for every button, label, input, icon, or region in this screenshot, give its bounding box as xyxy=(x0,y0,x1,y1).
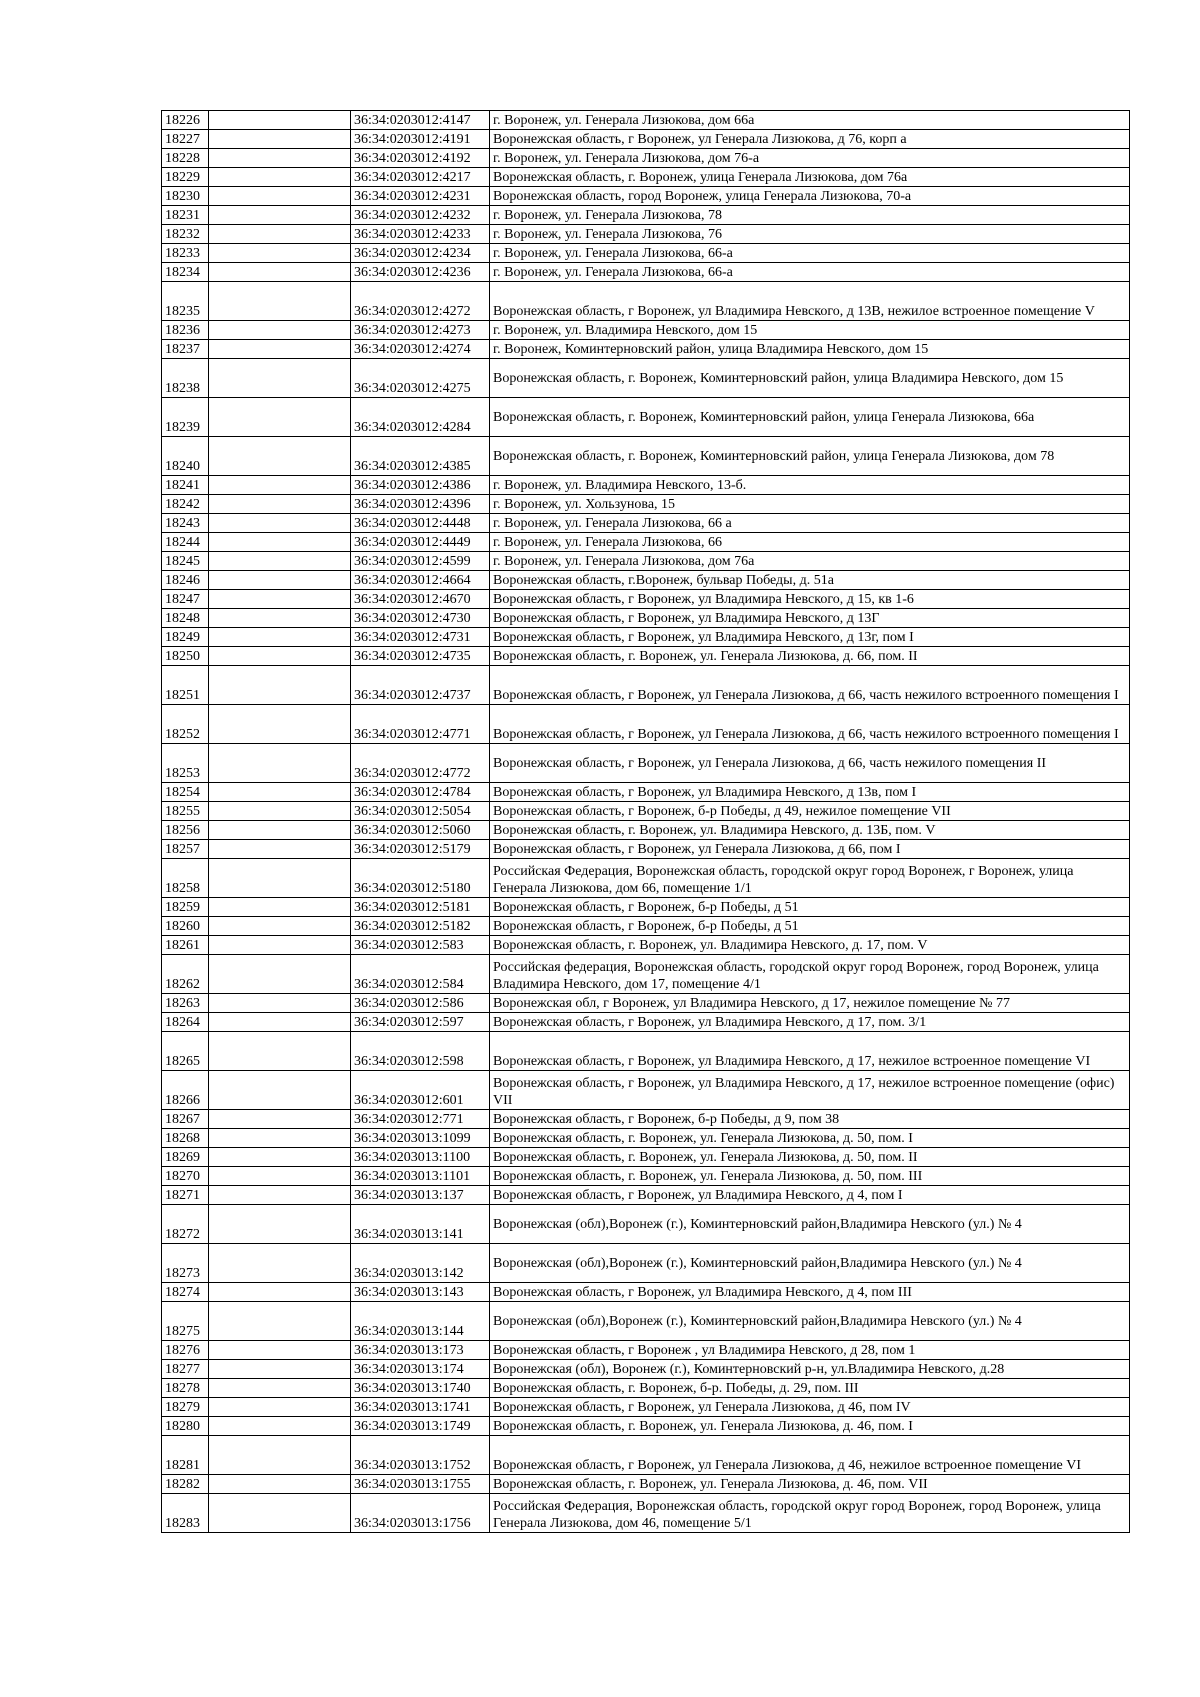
address-cell: Воронежская область, г Воронеж, б-р Победы, д 9, пом 38 xyxy=(490,1110,1130,1129)
address-cell: Воронежская область, г Воронеж, б-р Победы, д 51 xyxy=(490,898,1130,917)
cadastral-number-cell: 36:34:0203012:584 xyxy=(351,955,490,994)
table-row xyxy=(162,1110,1130,1129)
empty-cell xyxy=(209,1071,351,1110)
cadastral-number-cell: 36:34:0203012:4284 xyxy=(351,398,490,437)
cadastral-number-cell: 36:34:0203012:4396 xyxy=(351,495,490,514)
table-row xyxy=(162,1494,1130,1533)
row-number-cell: 18268 xyxy=(162,1129,209,1148)
row-number-cell: 18250 xyxy=(162,647,209,666)
address-cell: г. Воронеж, ул. Генерала Лизюкова, 66 xyxy=(490,533,1130,552)
table-row xyxy=(162,571,1130,590)
cadastral-number-cell: 36:34:0203012:4385 xyxy=(351,437,490,476)
row-number-cell: 18251 xyxy=(162,666,209,705)
table-row xyxy=(162,666,1130,705)
empty-cell xyxy=(209,1341,351,1360)
table-row xyxy=(162,398,1130,437)
table-row xyxy=(162,206,1130,225)
row-number-cell: 18261 xyxy=(162,936,209,955)
cadastral-number-cell: 36:34:0203012:5179 xyxy=(351,840,490,859)
address-cell: Воронежская область, г. Воронеж, б-р. Победы, д. 29, пом. III xyxy=(490,1379,1130,1398)
cadastral-number-cell: 36:34:0203012:771 xyxy=(351,1110,490,1129)
cadastral-number-cell: 36:34:0203013:1756 xyxy=(351,1494,490,1533)
cadastral-number-cell: 36:34:0203013:144 xyxy=(351,1302,490,1341)
row-number-cell: 18281 xyxy=(162,1436,209,1475)
address-cell: г. Воронеж, ул. Генерала Лизюкова, 66 а xyxy=(490,514,1130,533)
table-row xyxy=(162,476,1130,495)
table-row xyxy=(162,1302,1130,1341)
address-cell: Воронежская область, г Воронеж, ул Владимира Невского, д 13Г xyxy=(490,609,1130,628)
empty-cell xyxy=(209,398,351,437)
row-number-cell: 18264 xyxy=(162,1013,209,1032)
row-number-cell: 18271 xyxy=(162,1186,209,1205)
empty-cell xyxy=(209,225,351,244)
address-cell: Воронежская область, г Воронеж, ул Владимира Невского, д 17, нежилое встроенное помещение (офис) VII xyxy=(490,1071,1130,1110)
empty-cell xyxy=(209,802,351,821)
address-cell: Воронежская область, г. Воронеж, ул. Владимира Невского, д. 17, пом. V xyxy=(490,936,1130,955)
empty-cell xyxy=(209,1110,351,1129)
cadastral-number-cell: 36:34:0203012:583 xyxy=(351,936,490,955)
registry-body xyxy=(162,111,1130,1533)
empty-cell xyxy=(209,1417,351,1436)
cadastral-number-cell: 36:34:0203012:4386 xyxy=(351,476,490,495)
empty-cell xyxy=(209,705,351,744)
table-row xyxy=(162,744,1130,783)
row-number-cell: 18233 xyxy=(162,244,209,263)
table-row xyxy=(162,955,1130,994)
empty-cell xyxy=(209,936,351,955)
row-number-cell: 18231 xyxy=(162,206,209,225)
row-number-cell: 18226 xyxy=(162,111,209,130)
table-row xyxy=(162,647,1130,666)
row-number-cell: 18248 xyxy=(162,609,209,628)
address-cell: г. Воронеж, ул. Владимира Невского, дом 15 xyxy=(490,321,1130,340)
cadastral-number-cell: 36:34:0203013:142 xyxy=(351,1244,490,1283)
cadastral-number-cell: 36:34:0203013:173 xyxy=(351,1341,490,1360)
cadastral-number-cell: 36:34:0203012:4234 xyxy=(351,244,490,263)
empty-cell xyxy=(209,359,351,398)
table-row xyxy=(162,1071,1130,1110)
table-row xyxy=(162,840,1130,859)
empty-cell xyxy=(209,783,351,802)
table-row xyxy=(162,859,1130,898)
address-cell: Воронежская область, г Воронеж, ул Владимира Невского, д 13г, пом I xyxy=(490,628,1130,647)
empty-cell xyxy=(209,1167,351,1186)
table-row xyxy=(162,1341,1130,1360)
cadastral-number-cell: 36:34:0203012:4599 xyxy=(351,552,490,571)
table-row xyxy=(162,111,1130,130)
table-row xyxy=(162,628,1130,647)
table-row xyxy=(162,1283,1130,1302)
address-cell: Воронежская область, г Воронеж, ул Генерала Лизюкова, д 46, пом IV xyxy=(490,1398,1130,1417)
cadastral-number-cell: 36:34:0203012:4448 xyxy=(351,514,490,533)
empty-cell xyxy=(209,1129,351,1148)
cadastral-number-cell: 36:34:0203012:4664 xyxy=(351,571,490,590)
row-number-cell: 18265 xyxy=(162,1032,209,1071)
empty-cell xyxy=(209,149,351,168)
table-row xyxy=(162,1205,1130,1244)
cadastral-number-cell: 36:34:0203013:1741 xyxy=(351,1398,490,1417)
empty-cell xyxy=(209,955,351,994)
row-number-cell: 18242 xyxy=(162,495,209,514)
empty-cell xyxy=(209,1013,351,1032)
cadastral-number-cell: 36:34:0203012:598 xyxy=(351,1032,490,1071)
address-cell: Воронежская область, г Воронеж, б-р Победы, д 49, нежилое помещение VII xyxy=(490,802,1130,821)
table-row xyxy=(162,1398,1130,1417)
cadastral-number-cell: 36:34:0203012:4233 xyxy=(351,225,490,244)
table-row xyxy=(162,130,1130,149)
empty-cell xyxy=(209,590,351,609)
address-cell: г. Воронеж, ул. Генерала Лизюкова, дом 76а xyxy=(490,552,1130,571)
row-number-cell: 18241 xyxy=(162,476,209,495)
address-cell: Российская Федерация, Воронежская область, городской округ город Воронеж, город Воронеж, улица Генерала Лизюкова, дом 46, помещение 5/1 xyxy=(490,1494,1130,1533)
cadastral-number-cell: 36:34:0203013:141 xyxy=(351,1205,490,1244)
empty-cell xyxy=(209,1186,351,1205)
cadastral-number-cell: 36:34:0203013:1752 xyxy=(351,1436,490,1475)
row-number-cell: 18267 xyxy=(162,1110,209,1129)
table-row xyxy=(162,590,1130,609)
address-cell: г. Воронеж, Коминтерновский район, улица Владимира Невского, дом 15 xyxy=(490,340,1130,359)
row-number-cell: 18244 xyxy=(162,533,209,552)
empty-cell xyxy=(209,1148,351,1167)
row-number-cell: 18234 xyxy=(162,263,209,282)
address-cell: г. Воронеж, ул. Генерала Лизюкова, дом 66а xyxy=(490,111,1130,130)
address-cell: г. Воронеж, ул. Генерала Лизюкова, дом 76-а xyxy=(490,149,1130,168)
empty-cell xyxy=(209,321,351,340)
cadastral-number-cell: 36:34:0203012:586 xyxy=(351,994,490,1013)
table-row xyxy=(162,149,1130,168)
address-cell: Воронежская область, г Воронеж, ул Владимира Невского, д 4, пом III xyxy=(490,1283,1130,1302)
empty-cell xyxy=(209,168,351,187)
row-number-cell: 18262 xyxy=(162,955,209,994)
empty-cell xyxy=(209,1379,351,1398)
address-cell: Воронежская обл, г Воронеж, ул Владимира Невского, д 17, нежилое помещение № 77 xyxy=(490,994,1130,1013)
address-cell: Российская Федерация, Воронежская область, городской округ город Воронеж, г Воронеж, улица Генерала Лизюкова, дом 66, помещение 1/1 xyxy=(490,859,1130,898)
address-cell: Воронежская (обл),Воронеж (г.), Коминтерновский район,Владимира Невского (ул.) № 4 xyxy=(490,1302,1130,1341)
cadastral-number-cell: 36:34:0203012:4275 xyxy=(351,359,490,398)
table-row xyxy=(162,917,1130,936)
address-cell: Воронежская область, г. Воронеж, ул. Генерала Лизюкова, д. 66, пом. II xyxy=(490,647,1130,666)
cadastral-number-cell: 36:34:0203012:4274 xyxy=(351,340,490,359)
empty-cell xyxy=(209,1302,351,1341)
table-row xyxy=(162,1148,1130,1167)
table-row xyxy=(162,225,1130,244)
address-cell: г. Воронеж, ул. Генерала Лизюкова, 66-а xyxy=(490,244,1130,263)
table-row xyxy=(162,994,1130,1013)
cadastral-number-cell: 36:34:0203013:1100 xyxy=(351,1148,490,1167)
empty-cell xyxy=(209,1436,351,1475)
empty-cell xyxy=(209,840,351,859)
table-row xyxy=(162,552,1130,571)
table-row xyxy=(162,1436,1130,1475)
row-number-cell: 18277 xyxy=(162,1360,209,1379)
row-number-cell: 18279 xyxy=(162,1398,209,1417)
address-cell: Воронежская область, г Воронеж, ул Генерала Лизюкова, д 66, часть нежилого помещения II xyxy=(490,744,1130,783)
empty-cell xyxy=(209,666,351,705)
table-row xyxy=(162,533,1130,552)
table-row xyxy=(162,168,1130,187)
row-number-cell: 18245 xyxy=(162,552,209,571)
cadastral-number-cell: 36:34:0203012:4232 xyxy=(351,206,490,225)
cadastral-number-cell: 36:34:0203012:4231 xyxy=(351,187,490,206)
empty-cell xyxy=(209,647,351,666)
row-number-cell: 18243 xyxy=(162,514,209,533)
empty-cell xyxy=(209,130,351,149)
row-number-cell: 18282 xyxy=(162,1475,209,1494)
address-cell: Воронежская область, г Воронеж, ул Генерала Лизюкова, д 76, корп а xyxy=(490,130,1130,149)
cadastral-number-cell: 36:34:0203012:4735 xyxy=(351,647,490,666)
cadastral-number-cell: 36:34:0203013:174 xyxy=(351,1360,490,1379)
empty-cell xyxy=(209,1494,351,1533)
empty-cell xyxy=(209,744,351,783)
empty-cell xyxy=(209,859,351,898)
table-row xyxy=(162,321,1130,340)
table-row xyxy=(162,1475,1130,1494)
cadastral-number-cell: 36:34:0203012:4784 xyxy=(351,783,490,802)
cadastral-number-cell: 36:34:0203012:5060 xyxy=(351,821,490,840)
row-number-cell: 18283 xyxy=(162,1494,209,1533)
empty-cell xyxy=(209,821,351,840)
table-row xyxy=(162,802,1130,821)
row-number-cell: 18240 xyxy=(162,437,209,476)
row-number-cell: 18259 xyxy=(162,898,209,917)
address-cell: Воронежская область, г. Воронеж, Коминтерновский район, улица Генерала Лизюкова, дом 78 xyxy=(490,437,1130,476)
row-number-cell: 18239 xyxy=(162,398,209,437)
address-cell: г. Воронеж, ул. Хользунова, 15 xyxy=(490,495,1130,514)
cadastral-number-cell: 36:34:0203012:4273 xyxy=(351,321,490,340)
row-number-cell: 18249 xyxy=(162,628,209,647)
cadastral-number-cell: 36:34:0203012:5181 xyxy=(351,898,490,917)
empty-cell xyxy=(209,282,351,321)
cadastral-number-cell: 36:34:0203012:5182 xyxy=(351,917,490,936)
row-number-cell: 18266 xyxy=(162,1071,209,1110)
table-row xyxy=(162,282,1130,321)
empty-cell xyxy=(209,1283,351,1302)
address-cell: Воронежская область, г Воронеж, ул Владимира Невского, д 17, нежилое встроенное помещение VI xyxy=(490,1032,1130,1071)
table-row xyxy=(162,340,1130,359)
table-row xyxy=(162,1360,1130,1379)
address-cell: Воронежская область, г.Воронеж, бульвар Победы, д. 51а xyxy=(490,571,1130,590)
empty-cell xyxy=(209,628,351,647)
table-row xyxy=(162,705,1130,744)
empty-cell xyxy=(209,476,351,495)
row-number-cell: 18252 xyxy=(162,705,209,744)
table-row xyxy=(162,263,1130,282)
table-row xyxy=(162,1167,1130,1186)
address-cell: Воронежская (обл), Воронеж (г.), Коминтерновский р-н, ул.Владимира Невского, д.28 xyxy=(490,1360,1130,1379)
empty-cell xyxy=(209,111,351,130)
address-cell: Российская федерация, Воронежская область, городской округ город Воронеж, город Воронеж, улица Владимира Невского, дом 17, помещение 4/1 xyxy=(490,955,1130,994)
cadastral-number-cell: 36:34:0203013:1740 xyxy=(351,1379,490,1398)
table-row xyxy=(162,1244,1130,1283)
address-cell: Воронежская область, г Воронеж, ул Генерала Лизюкова, д 66, часть нежилого встроенного помещения I xyxy=(490,666,1130,705)
row-number-cell: 18246 xyxy=(162,571,209,590)
table-row xyxy=(162,514,1130,533)
cadastral-number-cell: 36:34:0203013:1749 xyxy=(351,1417,490,1436)
address-cell: Воронежская область, г Воронеж, ул Владимира Невского, д 17, пом. 3/1 xyxy=(490,1013,1130,1032)
cadastral-number-cell: 36:34:0203012:4449 xyxy=(351,533,490,552)
empty-cell xyxy=(209,495,351,514)
registry-table xyxy=(161,110,1130,1533)
row-number-cell: 18254 xyxy=(162,783,209,802)
address-cell: Воронежская область, г. Воронеж, Коминтерновский район, улица Владимира Невского, дом 15 xyxy=(490,359,1130,398)
table-row xyxy=(162,187,1130,206)
address-cell: Воронежская область, г Воронеж, б-р Победы, д 51 xyxy=(490,917,1130,936)
address-cell: г. Воронеж, ул. Генерала Лизюкова, 78 xyxy=(490,206,1130,225)
address-cell: г. Воронеж, ул. Генерала Лизюкова, 66-а xyxy=(490,263,1130,282)
cadastral-number-cell: 36:34:0203013:1099 xyxy=(351,1129,490,1148)
empty-cell xyxy=(209,244,351,263)
empty-cell xyxy=(209,1205,351,1244)
empty-cell xyxy=(209,533,351,552)
address-cell: Воронежская область, г. Воронеж, ул. Владимира Невского, д. 13Б, пом. V xyxy=(490,821,1130,840)
address-cell: Воронежская область, г Воронеж , ул Владимира Невского, д 28, пом 1 xyxy=(490,1341,1130,1360)
address-cell: Воронежская область, г. Воронеж, Коминтерновский район, улица Генерала Лизюкова, 66а xyxy=(490,398,1130,437)
row-number-cell: 18230 xyxy=(162,187,209,206)
row-number-cell: 18253 xyxy=(162,744,209,783)
empty-cell xyxy=(209,898,351,917)
cadastral-number-cell: 36:34:0203012:4731 xyxy=(351,628,490,647)
row-number-cell: 18280 xyxy=(162,1417,209,1436)
cadastral-number-cell: 36:34:0203012:4772 xyxy=(351,744,490,783)
address-cell: г. Воронеж, ул. Генерала Лизюкова, 76 xyxy=(490,225,1130,244)
row-number-cell: 18263 xyxy=(162,994,209,1013)
cadastral-number-cell: 36:34:0203013:137 xyxy=(351,1186,490,1205)
address-cell: Воронежская область, г Воронеж, ул Генерала Лизюкова, д 66, часть нежилого встроенного помещения I xyxy=(490,705,1130,744)
cadastral-number-cell: 36:34:0203012:4737 xyxy=(351,666,490,705)
address-cell: Воронежская область, г. Воронеж, ул. Генерала Лизюкова, д. 50, пом. II xyxy=(490,1148,1130,1167)
table-row xyxy=(162,936,1130,955)
address-cell: Воронежская область, город Воронеж, улица Генерала Лизюкова, 70-а xyxy=(490,187,1130,206)
row-number-cell: 18258 xyxy=(162,859,209,898)
empty-cell xyxy=(209,263,351,282)
address-cell: Воронежская область, г Воронеж, ул Генерала Лизюкова, д 66, пом I xyxy=(490,840,1130,859)
table-row xyxy=(162,1013,1130,1032)
cadastral-number-cell: 36:34:0203012:4217 xyxy=(351,168,490,187)
row-number-cell: 18227 xyxy=(162,130,209,149)
table-row xyxy=(162,1129,1130,1148)
row-number-cell: 18276 xyxy=(162,1341,209,1360)
address-cell: Воронежская область, г Воронеж, ул Владимира Невского, д 13В, нежилое встроенное помещение V xyxy=(490,282,1130,321)
cadastral-number-cell: 36:34:0203012:597 xyxy=(351,1013,490,1032)
empty-cell xyxy=(209,206,351,225)
row-number-cell: 18228 xyxy=(162,149,209,168)
cadastral-number-cell: 36:34:0203012:5180 xyxy=(351,859,490,898)
cadastral-number-cell: 36:34:0203013:1755 xyxy=(351,1475,490,1494)
table-row xyxy=(162,821,1130,840)
table-row xyxy=(162,1186,1130,1205)
row-number-cell: 18274 xyxy=(162,1283,209,1302)
address-cell: Воронежская область, г Воронеж, ул Владимира Невского, д 15, кв 1-6 xyxy=(490,590,1130,609)
empty-cell xyxy=(209,187,351,206)
address-cell: Воронежская область, г Воронеж, ул Владимира Невского, д 13в, пом I xyxy=(490,783,1130,802)
row-number-cell: 18260 xyxy=(162,917,209,936)
table-row xyxy=(162,1379,1130,1398)
empty-cell xyxy=(209,1360,351,1379)
address-cell: Воронежская (обл),Воронеж (г.), Коминтерновский район,Владимира Невского (ул.) № 4 xyxy=(490,1244,1130,1283)
table-row xyxy=(162,1032,1130,1071)
empty-cell xyxy=(209,1244,351,1283)
row-number-cell: 18229 xyxy=(162,168,209,187)
row-number-cell: 18255 xyxy=(162,802,209,821)
row-number-cell: 18270 xyxy=(162,1167,209,1186)
address-cell: Воронежская (обл),Воронеж (г.), Коминтерновский район,Владимира Невского (ул.) № 4 xyxy=(490,1205,1130,1244)
table-row xyxy=(162,1417,1130,1436)
row-number-cell: 18272 xyxy=(162,1205,209,1244)
empty-cell xyxy=(209,994,351,1013)
empty-cell xyxy=(209,917,351,936)
table-row xyxy=(162,495,1130,514)
address-cell: Воронежская область, г. Воронеж, ул. Генерала Лизюкова, д. 46, пом. VII xyxy=(490,1475,1130,1494)
cadastral-number-cell: 36:34:0203012:4730 xyxy=(351,609,490,628)
address-cell: г. Воронеж, ул. Владимира Невского, 13-б. xyxy=(490,476,1130,495)
cadastral-number-cell: 36:34:0203012:4670 xyxy=(351,590,490,609)
empty-cell xyxy=(209,552,351,571)
row-number-cell: 18257 xyxy=(162,840,209,859)
empty-cell xyxy=(209,1032,351,1071)
address-cell: Воронежская область, г. Воронеж, ул. Генерала Лизюкова, д. 50, пом. III xyxy=(490,1167,1130,1186)
row-number-cell: 18238 xyxy=(162,359,209,398)
address-cell: Воронежская область, г Воронеж, ул Генерала Лизюкова, д 46, нежилое встроенное помещение VI xyxy=(490,1436,1130,1475)
row-number-cell: 18236 xyxy=(162,321,209,340)
address-cell: Воронежская область, г. Воронеж, ул. Генерала Лизюкова, д. 50, пом. I xyxy=(490,1129,1130,1148)
row-number-cell: 18247 xyxy=(162,590,209,609)
address-cell: Воронежская область, г. Воронеж, ул. Генерала Лизюкова, д. 46, пом. I xyxy=(490,1417,1130,1436)
row-number-cell: 18232 xyxy=(162,225,209,244)
cadastral-number-cell: 36:34:0203013:143 xyxy=(351,1283,490,1302)
empty-cell xyxy=(209,571,351,590)
row-number-cell: 18278 xyxy=(162,1379,209,1398)
empty-cell xyxy=(209,514,351,533)
table-row xyxy=(162,898,1130,917)
address-cell: Воронежская область, г. Воронеж, улица Генерала Лизюкова, дом 76а xyxy=(490,168,1130,187)
cadastral-number-cell: 36:34:0203012:5054 xyxy=(351,802,490,821)
empty-cell xyxy=(209,437,351,476)
table-row xyxy=(162,609,1130,628)
table-row xyxy=(162,359,1130,398)
row-number-cell: 18237 xyxy=(162,340,209,359)
row-number-cell: 18235 xyxy=(162,282,209,321)
row-number-cell: 18256 xyxy=(162,821,209,840)
empty-cell xyxy=(209,340,351,359)
cadastral-number-cell: 36:34:0203012:4771 xyxy=(351,705,490,744)
cadastral-number-cell: 36:34:0203012:4192 xyxy=(351,149,490,168)
address-cell: Воронежская область, г Воронеж, ул Владимира Невского, д 4, пом I xyxy=(490,1186,1130,1205)
cadastral-number-cell: 36:34:0203012:4272 xyxy=(351,282,490,321)
table-row xyxy=(162,437,1130,476)
cadastral-number-cell: 36:34:0203012:4191 xyxy=(351,130,490,149)
row-number-cell: 18275 xyxy=(162,1302,209,1341)
empty-cell xyxy=(209,1475,351,1494)
row-number-cell: 18269 xyxy=(162,1148,209,1167)
cadastral-number-cell: 36:34:0203012:4147 xyxy=(351,111,490,130)
cadastral-number-cell: 36:34:0203013:1101 xyxy=(351,1167,490,1186)
table-row xyxy=(162,244,1130,263)
row-number-cell: 18273 xyxy=(162,1244,209,1283)
empty-cell xyxy=(209,609,351,628)
table-row xyxy=(162,783,1130,802)
empty-cell xyxy=(209,1398,351,1417)
cadastral-number-cell: 36:34:0203012:601 xyxy=(351,1071,490,1110)
cadastral-number-cell: 36:34:0203012:4236 xyxy=(351,263,490,282)
